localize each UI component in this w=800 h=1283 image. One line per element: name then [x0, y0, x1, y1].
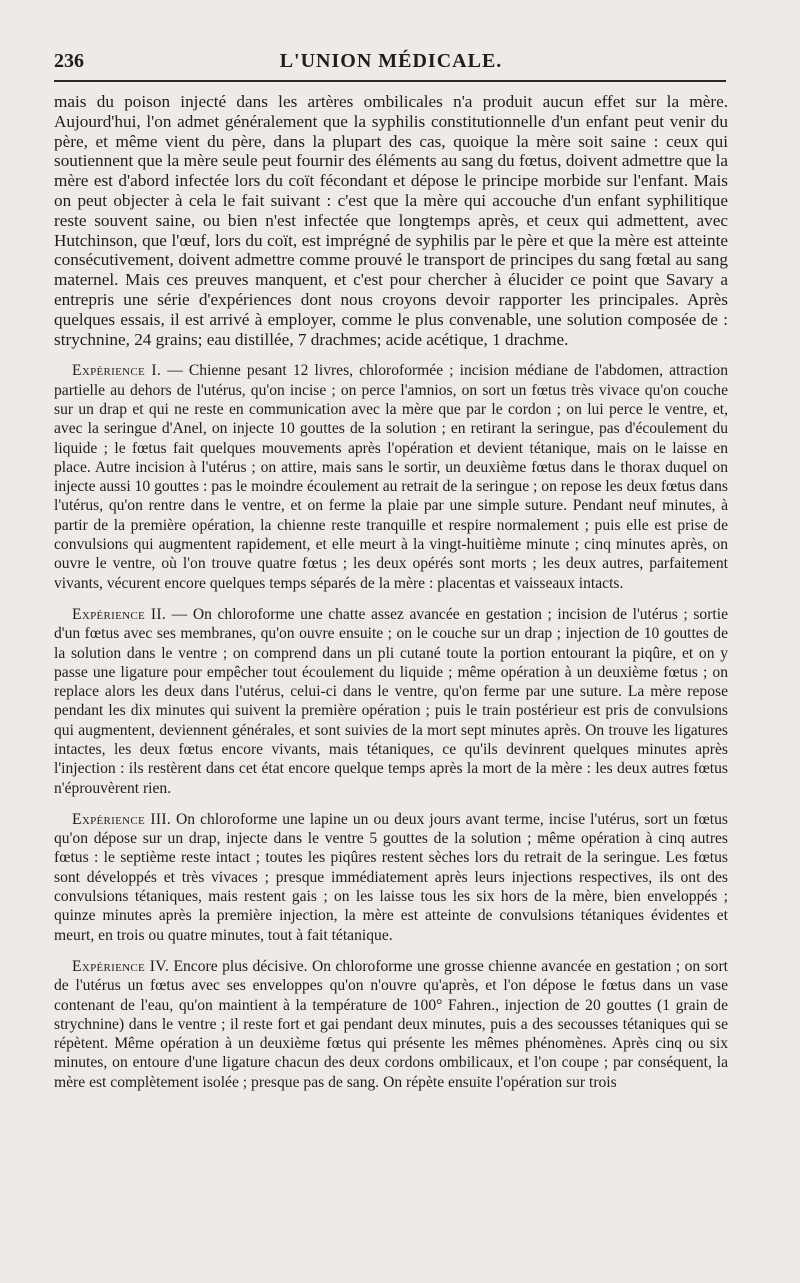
experiment-label: Expérience II.	[72, 605, 167, 623]
body-text	[54, 92, 728, 1104]
experiment-text: Encore plus décisive. On chloroforme une grosse chienne avancée en gestation ; on sort de l'utérus un fœtus avec ses enveloppes qu'on n'ouvre qu'après, et l'on dépose le fœtus dans un vase contenant de l'eau, qu'on maintient à la température de 100° Fahren., injection de 20 gouttes (1 grain de strychnine) dans le ventre ; il reste fort et gai pendant deux minutes, puis a des secousses tétaniques qui se répètent. Même opération à un deuxième fœtus qui présente les mêmes phénomènes. Après cinq ou six minutes, on entoure d'une ligature chacun des deux cordons ombilicaux, et l'on coupe ; par conséquent, la mère est complètement isolée ; presque pas de sang. On répète ensuite l'opération sur trois	[54, 957, 729, 1091]
intro-paragraph: mais du poison injecté dans les artères ombilicales n'a produit aucun effet sur la mère. Aujourd'hui, l'on admet généralement que la syphilis constitutionnelle d'un enfant peut venir du père, et même vient du père, dans la plupart des cas, quoique la mère soit saine : ceux qui soutiennent que la mère seule peut fournir des éléments au sang du fœtus, doivent admettre que la mère est d'abord infectée lors du coït fécondant et dépose le principe morbide sur l'enfant. Mais on peut objecter à cela le fait suivant : c'est que la mère qui accouche d'un enfant syphilitique reste souvent saine, ou bien n'est infectée que longtemps après, et ceux qui admettent, avec Hutchinson, que l'œuf, lors du coït, est imprégné de syphilis par le père et que la mère est atteinte consécutivement, doivent admettre comme prouvé le transport de principes du sang fœtal au sang maternel. Mais ces preuves manquent, et c'est pour chercher à élucider ce point que Savary a entrepris une série d'expériences dont nous croyons devoir rapporter les principales. Après quelques essais, il est arrivé à employer, comme le plus convenable, une solution composée de : strychnine, 24 grains; eau distillée, 7 drachmes; acide acétique, 1 drachme.	[54, 92, 728, 349]
experiment-text: — On chloroforme une chatte assez avancée en gestation ; incision de l'utérus ; sortie d'un fœtus avec ses membranes, qu'on ouvre ensuite ; on le couche sur un drap ; injection de 10 gouttes de la solution dans le ventre ; on comprend dans un pli cutané toute la portion entourant la piqûre, et on y passe une ligature pour empêcher tout écoulement du liquide ; même opération à un deuxième fœtus ; on replace alors les deux dans l'utérus, celui-ci dans le ventre, qu'on ferme par une suture. La mère repose pendant les dix minutes qui suivent la première opération ; puis le train postérieur est pris de convulsions qui augmentent, deviennent générales, et sont suivies de la mort sept minutes après. On trouve les ligatures intactes, les deux fœtus encore vivants, mais tétaniques, ce qu'ils devinrent quelques minutes après l'injection : ils restèrent dans cet état encore quelque temps après la mort de la mère : les deux autres fœtus n'éprouvèrent rien.	[54, 605, 728, 797]
experiment-3	[54, 810, 728, 945]
experiment-2	[54, 605, 728, 798]
running-title: L'UNION MÉDICALE.	[279, 50, 503, 72]
page-number: 236	[54, 50, 84, 72]
experiment-text: On chloroforme une lapine un ou deux jours avant terme, incise l'utérus, sort un fœtus qu'on dépose sur un drap, injecte dans le ventre 5 gouttes de la solution ; même opération à cinq autres fœtus : le septième reste intact ; toutes les piqûres restent sèches lors du retrait de la seringue. Les fœtus sont développés et très vivaces ; presque immédiatement après leurs injections respectives, ils ont des convulsions tétaniques, mais restent gais ; on les laisse tous les six hors de la mère, bien enveloppés ; quinze minutes après la première injection, la mère est atteinte de convulsions tétaniques évidentes et meurt, en trois ou quatre minutes, tout à fait tétanique.	[54, 810, 729, 944]
experiment-label: Expérience III.	[72, 810, 172, 828]
experiment-1	[54, 361, 728, 593]
page-header	[54, 44, 728, 80]
experiment-text: — Chienne pesant 12 livres, chloroformée ; incision médiane de l'abdomen, attraction partielle au dehors de l'utérus, qu'on incise ; on perce l'amnios, on sort un fœtus très vivace qu'on couche sur un drap et qui ne reste en communication avec la mère que par le cordon ; on lui perce le ventre, et, avec la seringue d'Anel, on injecte 10 gouttes de la solution ; en retirant la seringue, pas d'écoulement du liquide ; le fœtus fait quelques mouvements après l'opération et devient tétanique, mais on le laisse en place. Autre incision à l'utérus ; on attire, mais sans le sortir, un deuxième fœtus dans le thorax duquel on injecte aussi 10 gouttes : pas le moindre écoulement au retrait de la seringue ; on repose les deux fœtus dans l'utérus, qu'on rentre dans le ventre, et on ferme la plaie par une simple suture. Pendant neuf minutes, à partir de la première opération, la chienne reste tranquille et respire normalement ; puis elle est prise de convulsions qui augmentent rapidement, et elle meurt à la vingt-huitième minute ; cinq minutes après, on ouvre le ventre, où l'on trouve quatre fœtus ; les deux opérés sont morts ; les deux autres, parfaitement vivants, vécurent encore quelques temps séparés de la mère : placentas et vaisseaux intacts.	[54, 362, 728, 592]
experiment-label: Expérience IV.	[72, 957, 170, 975]
experiment-4	[54, 957, 728, 1092]
header-rule	[54, 80, 726, 82]
experiment-label: Expérience I.	[72, 362, 162, 380]
